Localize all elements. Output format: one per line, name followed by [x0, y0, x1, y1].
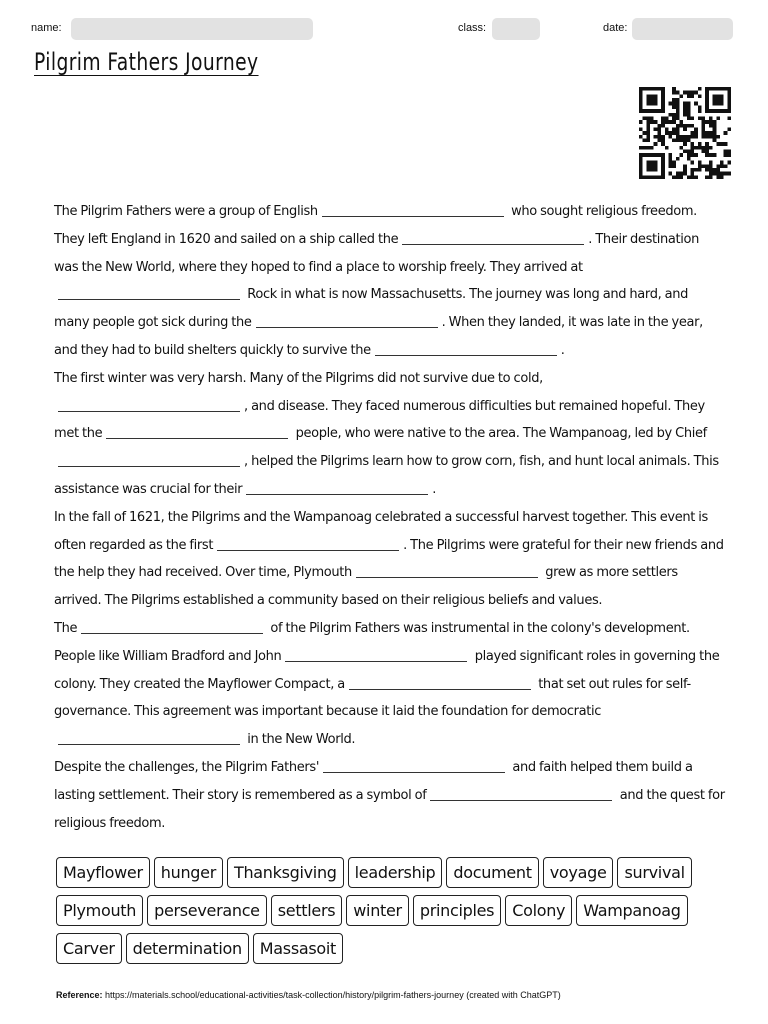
passage-text: Despite the challenges, the Pilgrim Fathers' — [54, 759, 320, 775]
answer-blank-14[interactable] — [349, 675, 531, 690]
passage-text: and the quest for religious freedom. — [54, 787, 725, 831]
passage-text: The first winter was very harsh. Many of the Pilgrims did not survive due to cold, — [54, 370, 543, 386]
passage-text: . — [560, 342, 565, 358]
passage-text: in the New World. — [244, 732, 356, 748]
word-bank-row — [56, 933, 736, 964]
passage-text: . Their destination was the New World, where they hoped to find a place to worship freely. They arrived at — [54, 231, 700, 275]
word-chip[interactable]: settlers — [271, 895, 343, 926]
answer-blank-8[interactable] — [58, 452, 240, 467]
passage-text: . The Pilgrims were grateful for their new friends and the help they had received. Over time, Plymouth — [54, 537, 724, 581]
passage-text: Rock in what is now Massachusetts. The journey was long and hard, and many people got sick during the — [54, 287, 689, 331]
passage-text: . — [432, 481, 437, 497]
answer-blank-17[interactable] — [430, 786, 612, 801]
answer-blank-7[interactable] — [106, 424, 288, 439]
passage-text: . When they landed, it was late in the year, and they had to build shelters quickly to survive the — [54, 315, 703, 358]
date-label: date: — [603, 22, 628, 34]
date-field[interactable] — [632, 18, 733, 40]
passage-text: grew as more settlers arrived. The Pilgrims established a community based on their religious beliefs and values. — [54, 565, 678, 609]
answer-blank-13[interactable] — [285, 647, 467, 662]
word-chip[interactable]: Carver — [56, 933, 122, 964]
word-chip[interactable]: Wampanoag — [576, 895, 687, 926]
answer-blank-10[interactable] — [217, 536, 399, 551]
word-chip[interactable]: principles — [413, 895, 501, 926]
answer-blank-1[interactable] — [322, 202, 504, 217]
passage-text: and faith helped them build a lasting settlement. Their story is remembered as a symbol of — [54, 759, 693, 803]
name-field[interactable] — [71, 18, 313, 40]
passage-text: that set out rules for self-governance. This agreement was important because it laid the foundation for democratic — [54, 676, 691, 720]
reference-label: Reference: — [56, 990, 103, 1000]
class-label: class: — [458, 22, 487, 34]
word-chip[interactable]: perseverance — [147, 895, 267, 926]
passage-paragraph — [54, 365, 726, 504]
word-chip[interactable]: Massasoit — [253, 933, 343, 964]
word-chip[interactable]: Plymouth — [56, 895, 143, 926]
word-chip[interactable]: hunger — [154, 857, 223, 888]
passage-text: The Pilgrim Fathers were a group of English — [54, 204, 318, 219]
class-field[interactable] — [492, 18, 540, 40]
passage-paragraph — [54, 504, 726, 615]
answer-blank-5[interactable] — [375, 341, 557, 356]
reference-line — [56, 990, 561, 1000]
answer-blank-3[interactable] — [58, 285, 240, 300]
word-chip[interactable]: Thanksgiving — [227, 857, 344, 888]
word-bank-row — [56, 857, 736, 888]
word-chip[interactable]: Colony — [505, 895, 572, 926]
word-chip[interactable]: survival — [617, 857, 691, 888]
qr-code-icon — [636, 87, 734, 179]
word-chip[interactable]: determination — [126, 933, 249, 964]
word-chip[interactable]: leadership — [348, 857, 443, 888]
worksheet-header — [0, 14, 768, 44]
passage-text: , and disease. They faced numerous difficulties but remained hopeful. They met the — [54, 398, 705, 442]
passage-text: played significant roles in governing the colony. They created the Mayflower Compact, a — [54, 648, 720, 692]
passage-text: who sought religious freedom. They left England in 1620 and sailed on a ship called the — [54, 204, 697, 247]
passage-paragraph — [54, 754, 726, 837]
passage-text: The — [54, 620, 78, 636]
passage-paragraph — [54, 198, 726, 365]
reference-text: https://materials.school/educational-activities/task-collection/history/pilgrim-fathers-journey (created with ChatGPT) — [105, 990, 561, 1000]
answer-blank-9[interactable] — [246, 480, 428, 495]
worksheet-title: Pilgrim Fathers Journey — [34, 48, 259, 76]
word-chip[interactable]: voyage — [543, 857, 614, 888]
passage-text: people, who were native to the area. The Wampanoag, led by Chief — [292, 426, 707, 442]
answer-blank-4[interactable] — [256, 313, 438, 328]
answer-blank-15[interactable] — [58, 730, 240, 745]
word-chip[interactable]: winter — [346, 895, 409, 926]
answer-blank-2[interactable] — [402, 230, 584, 245]
word-chip[interactable]: Mayflower — [56, 857, 150, 888]
word-chip[interactable]: document — [446, 857, 538, 888]
passage-paragraph — [54, 615, 726, 754]
fill-in-passage — [54, 198, 726, 837]
name-label: name: — [31, 22, 62, 34]
passage-text: of the Pilgrim Fathers was instrumental in the colony's development. People like William Bradford and John — [54, 620, 690, 664]
answer-blank-11[interactable] — [356, 563, 538, 578]
word-bank — [56, 857, 736, 971]
answer-blank-6[interactable] — [58, 397, 240, 412]
answer-blank-12[interactable] — [81, 619, 263, 634]
word-bank-row — [56, 895, 736, 926]
passage-text: In the fall of 1621, the Pilgrims and the Wampanoag celebrated a successful harvest together. This event is often regarded as the first — [54, 509, 708, 553]
answer-blank-16[interactable] — [323, 758, 505, 773]
passage-text: , helped the Pilgrims learn how to grow corn, fish, and hunt local animals. This assistance was crucial for their — [54, 454, 719, 497]
